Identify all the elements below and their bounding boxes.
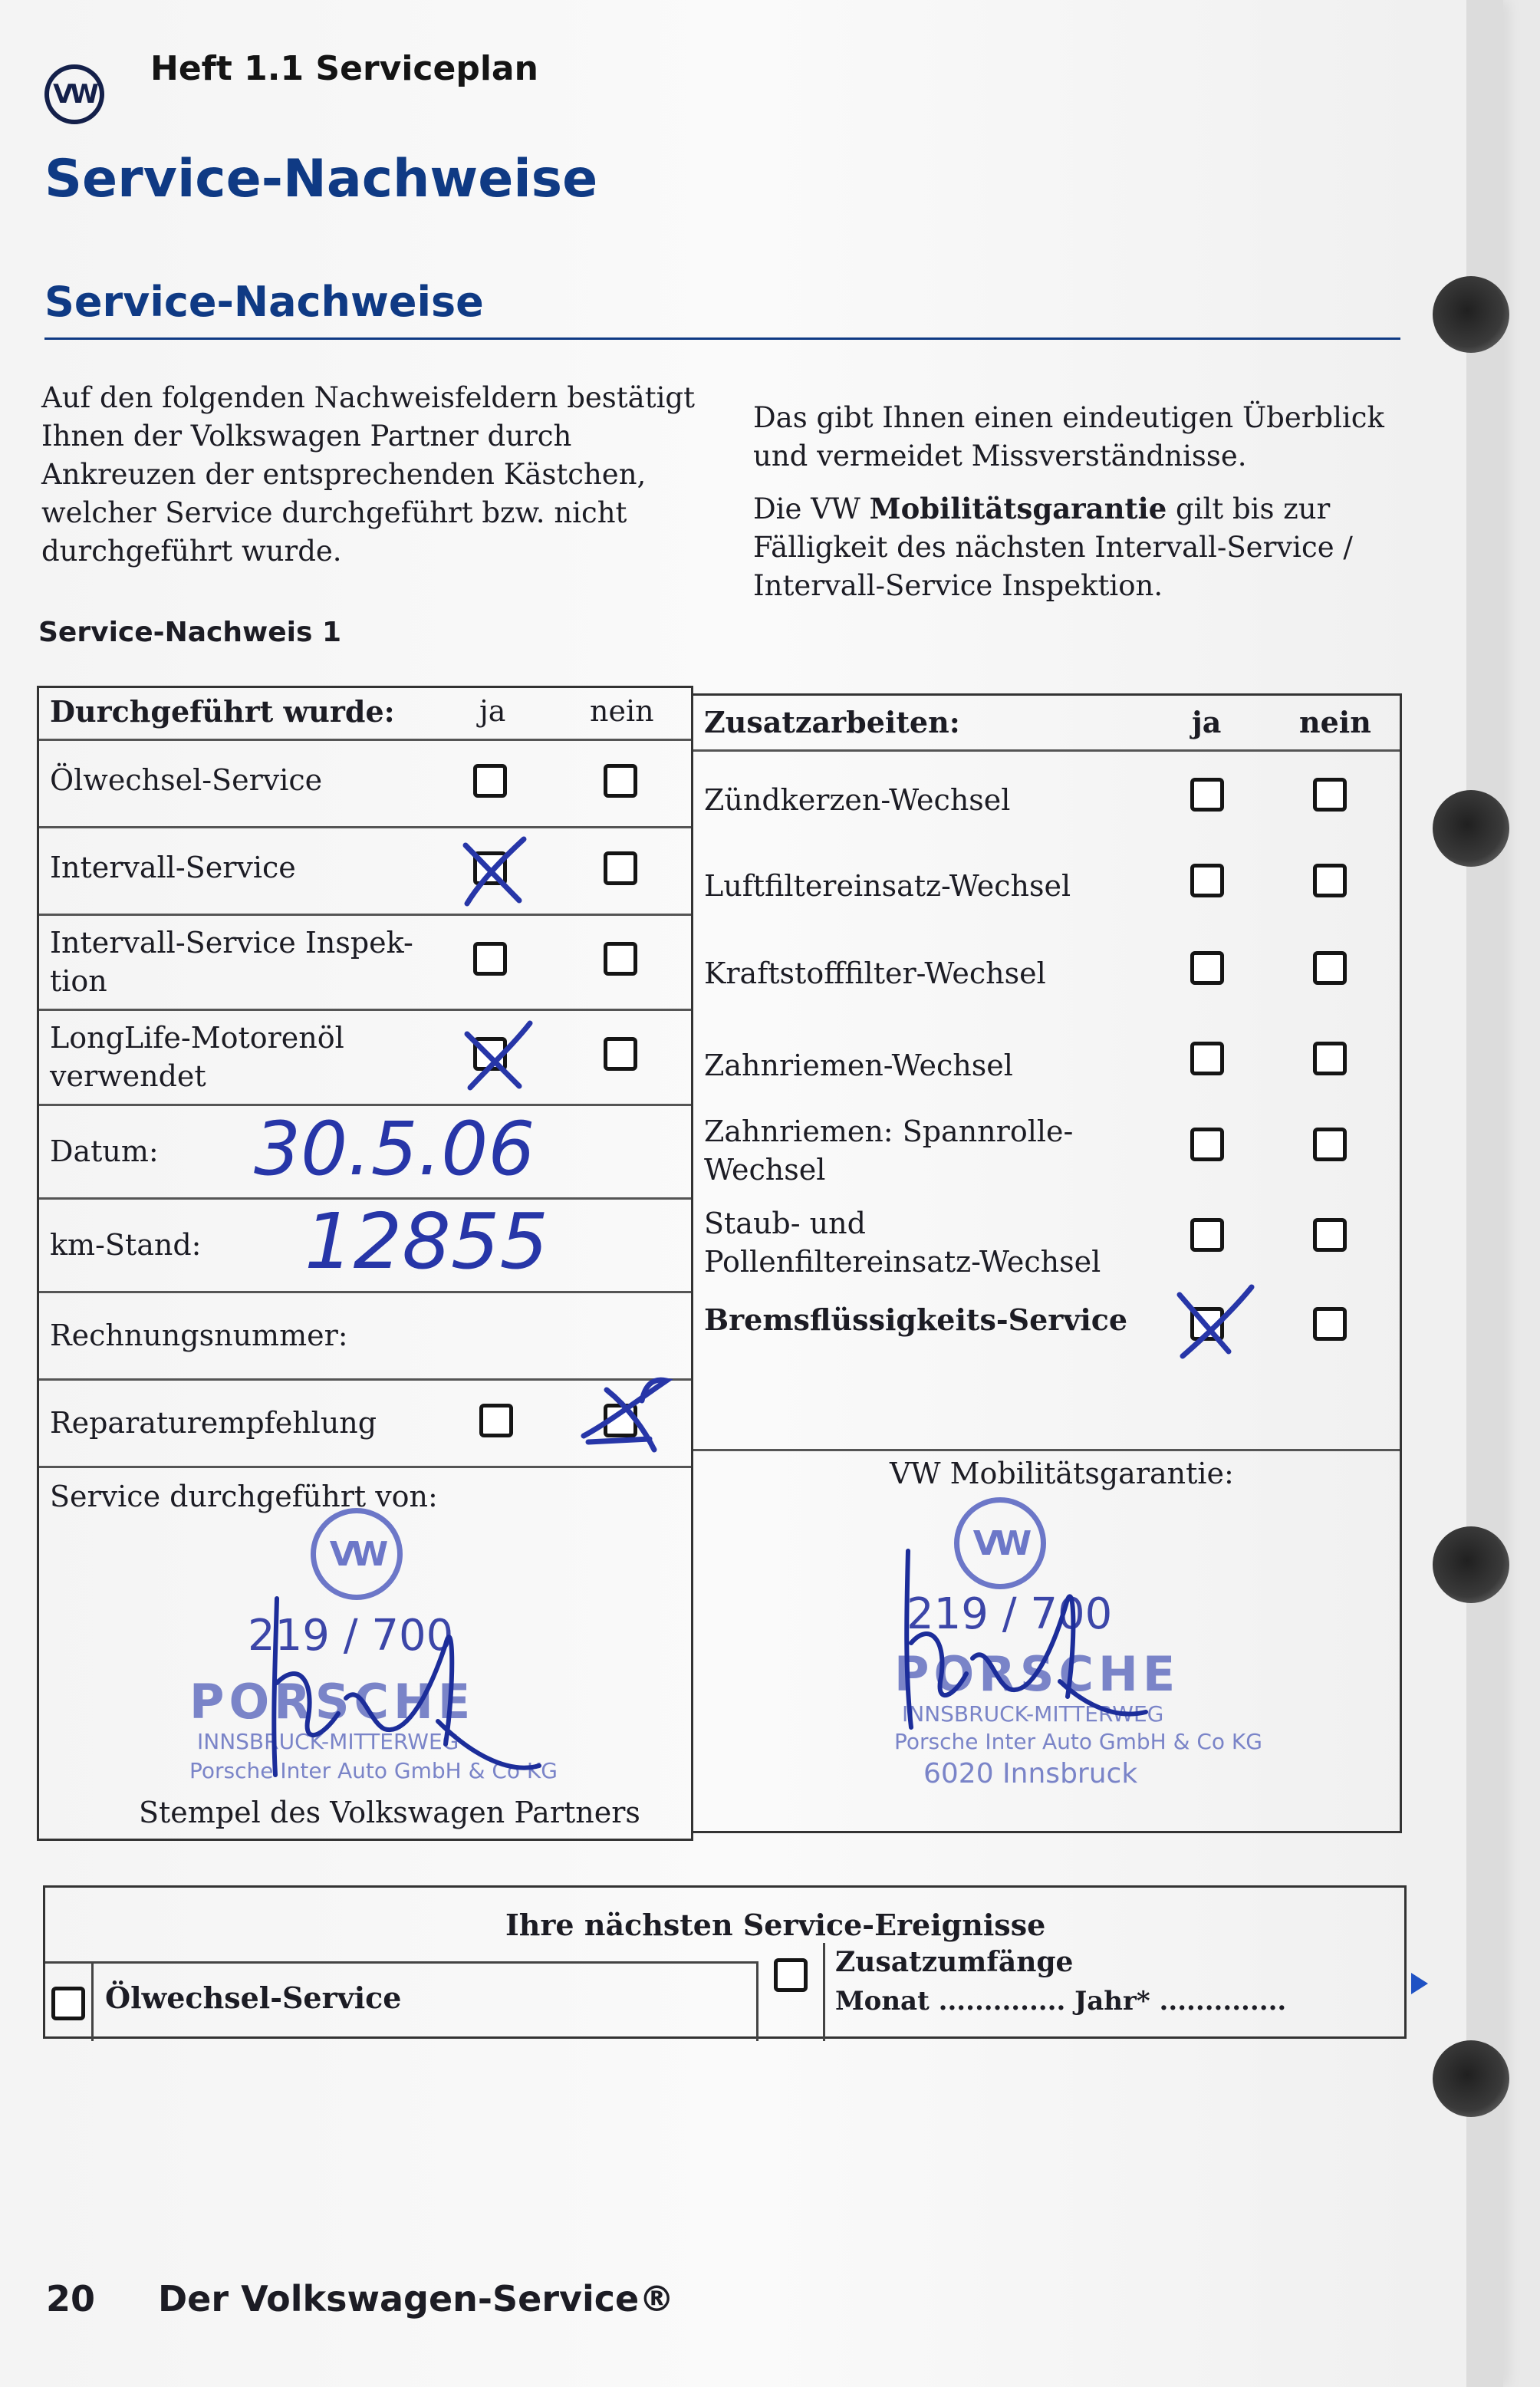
punch-hole: [1433, 1526, 1509, 1603]
title-rule: [44, 337, 1400, 340]
left-row-intervall: [39, 826, 691, 913]
right-row-mobilitaet: [693, 1449, 1400, 1835]
right-row-label: Zahnriemen-Wechsel: [704, 1049, 1013, 1082]
checkbox-oelwechsel-ja[interactable]: [473, 764, 507, 798]
right-row-label: Staub- und Pollenfiltereinsatz-Wechsel: [704, 1207, 1101, 1279]
handwritten-cross-mark: [459, 1017, 536, 1094]
checkbox-oelwechsel-nein[interactable]: [604, 764, 637, 798]
left-service-table: [37, 686, 693, 1841]
checkbox-pollenfilter-ja[interactable]: [1190, 1218, 1224, 1252]
checkbox-pollenfilter-nein[interactable]: [1313, 1218, 1347, 1252]
next-oel-label: Ölwechsel-Service: [105, 1980, 402, 2015]
checkbox-kraftstofffilter-ja[interactable]: [1190, 951, 1224, 985]
zusatz-line: Monat .............. Jahr* ..............: [835, 1986, 1287, 2017]
punch-hole: [1433, 276, 1509, 353]
continue-arrow-icon: [1411, 1973, 1428, 1994]
nachweis-label: Service-Nachweis 1: [38, 617, 342, 648]
vw-logo-icon: VW: [44, 64, 104, 124]
stamp-number: 219 / 700: [907, 1589, 1113, 1639]
section-title: Service-Nachweise: [44, 278, 484, 326]
punch-hole: [1433, 2040, 1509, 2117]
right-service-table: [693, 693, 1402, 1833]
left-row-rechnung: [39, 1291, 691, 1378]
punch-hole: [1433, 790, 1509, 867]
right-header-ja: ja: [1192, 705, 1222, 739]
stamp-company: Porsche Inter Auto GmbH & Co KG: [189, 1758, 558, 1783]
stamp-vw-logo-icon: VW: [311, 1508, 403, 1600]
checkbox-next-zusatz[interactable]: [774, 1958, 808, 1992]
checkbox-luftfilter-nein[interactable]: [1313, 864, 1347, 897]
stamp-vw-logo-icon: VW: [954, 1497, 1046, 1589]
cell-divider: [823, 1943, 825, 2041]
stamp-street: INNSBRUCK-MITTERWEG: [197, 1729, 459, 1754]
right-row-label: Zahnriemen: Spannrolle-Wechsel: [704, 1114, 1074, 1187]
service-von-label: Service durchgeführt von:: [50, 1480, 438, 1513]
right-row-label: Zündkerzen-Wechsel: [704, 783, 1011, 817]
reparatur-label: Reparaturempfehlung: [50, 1406, 377, 1440]
page-title: Service-Nachweise: [44, 149, 598, 209]
next-events-title: Ihre nächsten Service-Ereignisse: [505, 1908, 1046, 1942]
right-row-label: Luftfiltereinsatz-Wechsel: [704, 869, 1071, 903]
page-number: 20: [46, 2278, 96, 2320]
stamp-name: PORSCHE: [189, 1674, 475, 1730]
booklet-header: Heft 1.1 Serviceplan: [150, 49, 538, 88]
right-rows: [693, 749, 1400, 1396]
checkbox-next-oelwechsel[interactable]: [51, 1987, 85, 2020]
intro-left-text: Auf den folgenden Nachweisfeldern bestätigt Ihnen der Volkswagen Partner durch Ankreuzen der entsprechenden Kästchen, welcher Service durchgeführt bzw. nicht durchgeführt wurde.: [41, 381, 695, 568]
checkbox-inspektion-nein[interactable]: [604, 942, 637, 976]
oil-box: [45, 1961, 758, 2041]
handwritten-cross-mark: [458, 835, 531, 908]
left-row-service-von: [39, 1466, 691, 1841]
left-row-reparatur: [39, 1378, 691, 1465]
km-label: km-Stand:: [50, 1228, 202, 1262]
checkbox-zahnriemen-nein[interactable]: [1313, 1042, 1347, 1075]
left-row-longlife: [39, 1009, 691, 1103]
footer-title: Der Volkswagen-Service®: [158, 2278, 675, 2320]
handwritten-cross-mark: [576, 1370, 676, 1462]
checkbox-spannrolle-ja[interactable]: [1190, 1128, 1224, 1161]
stamp-company: Porsche Inter Auto GmbH & Co KG: [894, 1729, 1262, 1754]
intro-right-p2: Die VW Mobilitätsgarantie gilt bis zur Fälligkeit des nächsten Intervall-Service / Intervall-Service Inspektion.: [753, 492, 1353, 602]
handwritten-km: 12855: [304, 1197, 549, 1286]
left-header-nein: nein: [590, 694, 654, 728]
left-row-km: [39, 1197, 691, 1290]
checkbox-zuendkerzen-ja[interactable]: [1190, 778, 1224, 812]
right-header-label: Zusatzarbeiten:: [704, 705, 960, 739]
left-header-ja: ja: [479, 694, 506, 728]
left-row-label: Intervall-Service: [50, 851, 296, 884]
datum-label: Datum:: [50, 1134, 159, 1168]
stamp-street: INNSBRUCK-MITTERWEG: [902, 1701, 1164, 1727]
rechnung-label: Rechnungsnummer:: [50, 1319, 348, 1352]
cell-divider: [91, 1964, 94, 2041]
intro-right-text: [753, 399, 1413, 619]
intro-right-p1: Das gibt Ihnen einen eindeutigen Überblick und vermeidet Missverständnisse.: [753, 401, 1384, 472]
handwritten-cross-mark: [1167, 1281, 1259, 1365]
stamp-city: 6020 Innsbruck: [923, 1758, 1138, 1789]
checkbox-zahnriemen-ja[interactable]: [1190, 1042, 1224, 1075]
checkbox-reparatur-ja[interactable]: [479, 1404, 513, 1437]
extra-box: [758, 1943, 1405, 2041]
checkbox-kraftstofffilter-nein[interactable]: [1313, 951, 1347, 985]
stamp-number: 219 / 700: [248, 1611, 454, 1661]
checkbox-spannrolle-nein[interactable]: [1313, 1128, 1347, 1161]
right-row-label: Kraftstofffilter-Wechsel: [704, 956, 1046, 990]
checkbox-inspektion-ja[interactable]: [473, 942, 507, 976]
stamp-name: PORSCHE: [894, 1646, 1180, 1702]
binder-rail: [1466, 0, 1503, 2387]
checkbox-zuendkerzen-nein[interactable]: [1313, 778, 1347, 812]
left-row-label: Ölwechsel-Service: [50, 763, 323, 797]
left-row-oelwechsel: [39, 739, 691, 825]
handwritten-date: 30.5.06: [254, 1106, 535, 1192]
left-row-datum: [39, 1104, 691, 1197]
right-row-label: Bremsflüssigkeits-Service: [704, 1302, 1128, 1337]
left-row-label: LongLife-Motorenöl verwendet: [50, 1021, 344, 1093]
left-header-label: Durchgeführt wurde:: [50, 694, 395, 729]
next-service-events-box: [43, 1885, 1407, 2039]
stempel-label: Stempel des Volkswagen Partners: [139, 1796, 640, 1829]
signature-icon: [893, 1536, 1153, 1750]
left-row-label: Intervall-Service Inspek-tion: [50, 926, 413, 998]
checkbox-bremsfluessigkeit-nein[interactable]: [1313, 1307, 1347, 1341]
checkbox-luftfilter-ja[interactable]: [1190, 864, 1224, 897]
zusatz-title: Zusatzumfänge: [835, 1946, 1074, 1978]
checkbox-longlife-nein[interactable]: [604, 1037, 637, 1071]
mobilitaet-label: VW Mobilitätsgarantie:: [890, 1457, 1234, 1490]
left-row-intervall-inspektion: [39, 914, 691, 1008]
signature-icon: [254, 1568, 545, 1798]
checkbox-intervall-nein[interactable]: [604, 851, 637, 885]
right-header-nein: nein: [1299, 705, 1371, 739]
